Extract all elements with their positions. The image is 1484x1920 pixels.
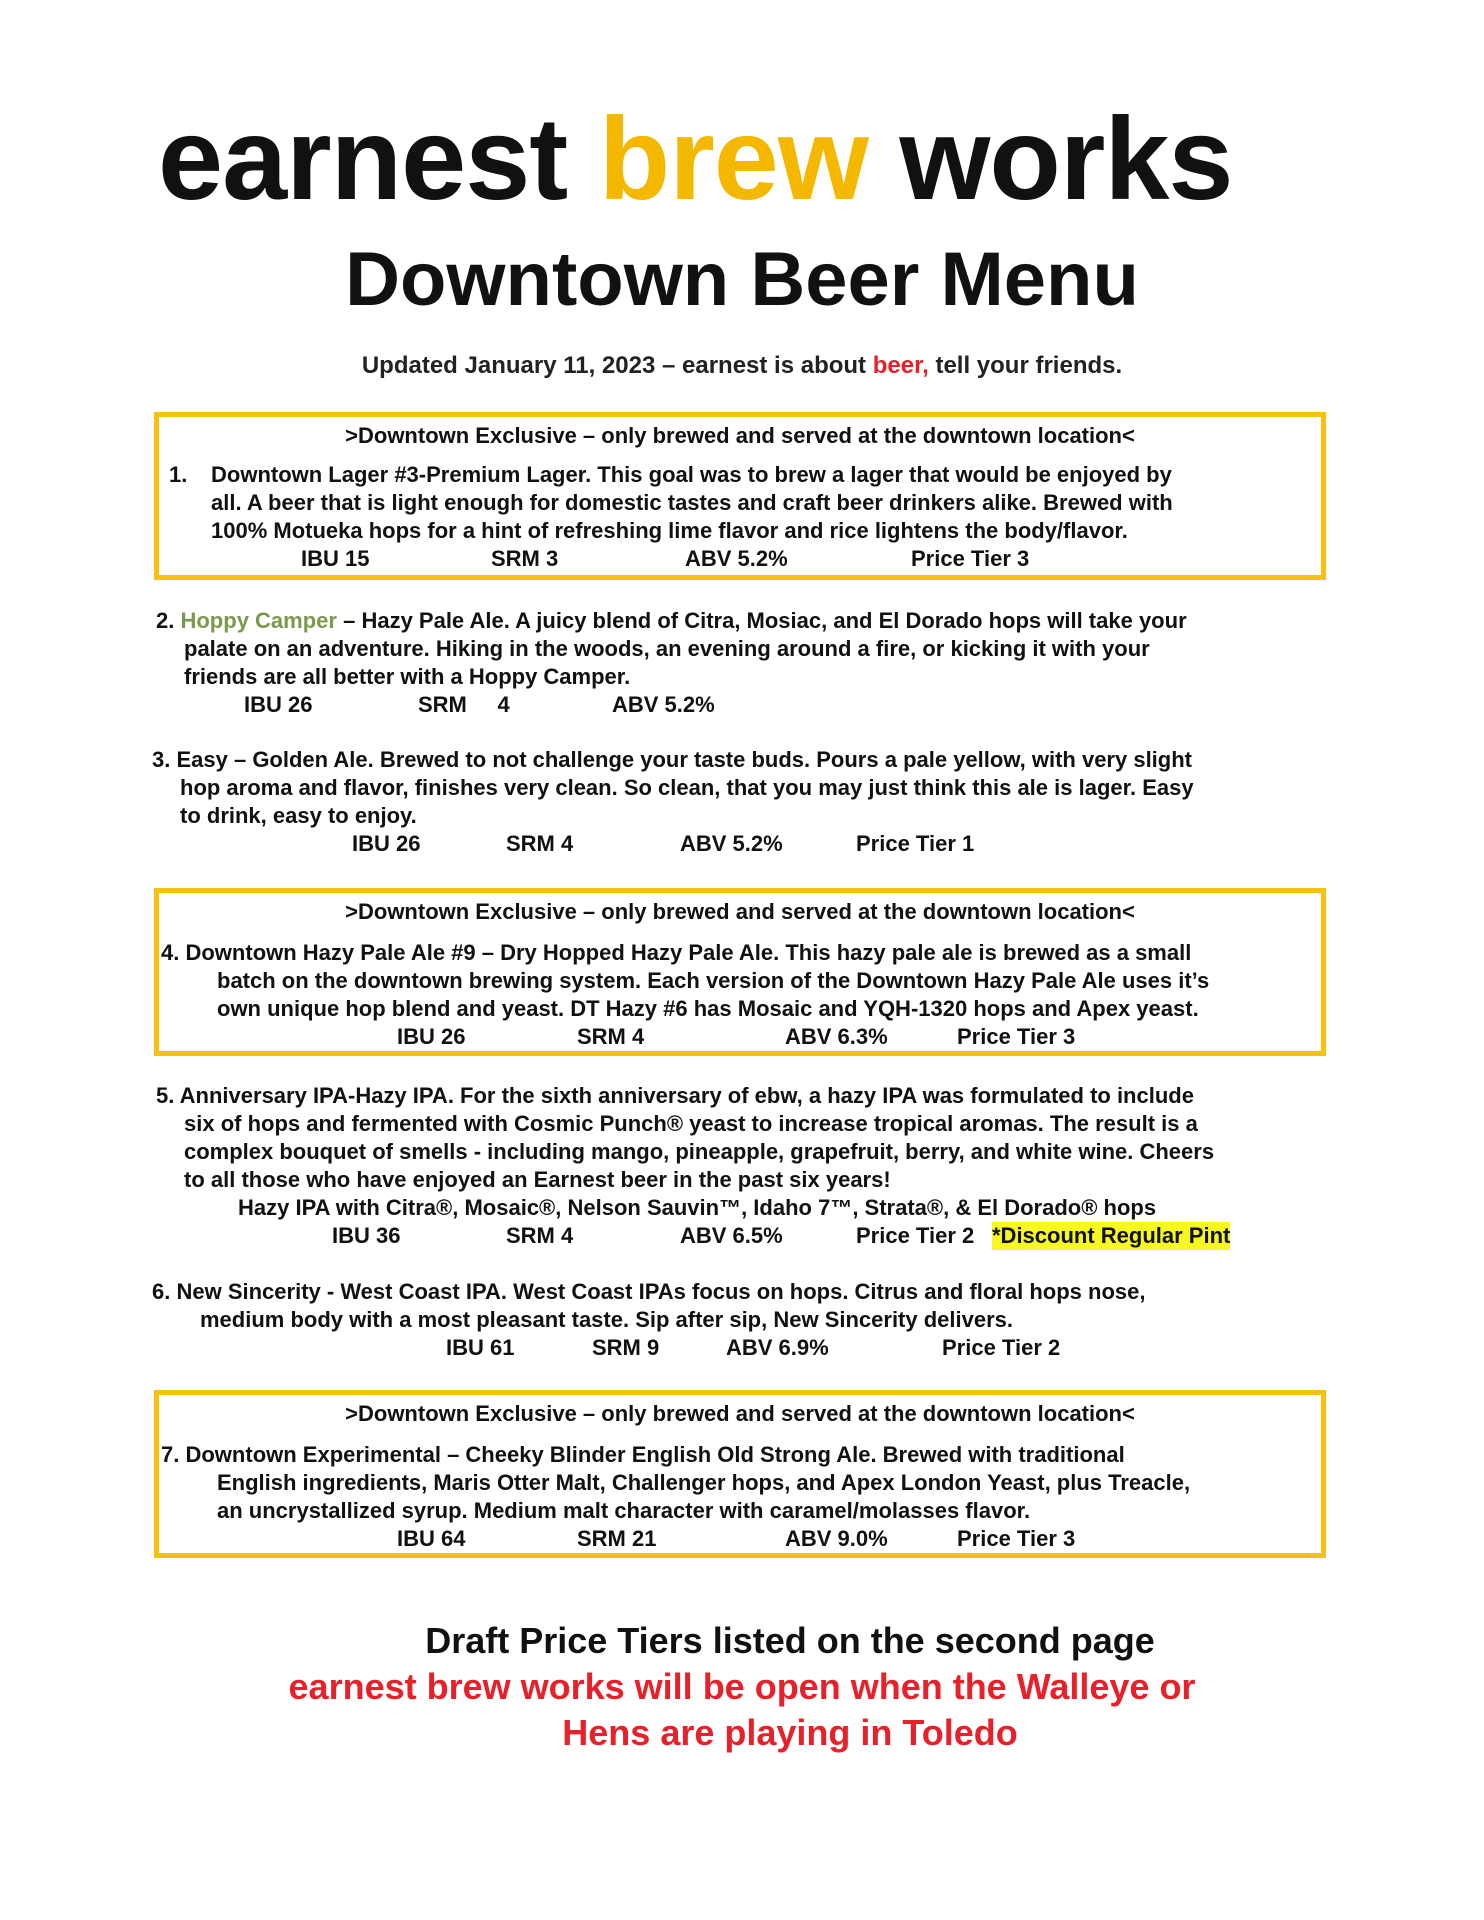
- brand-word-brew: brew: [598, 93, 868, 224]
- ibu-value: IBU 15: [301, 546, 370, 571]
- exclusive-box-1: [154, 412, 1326, 580]
- beer-description-line: 100% Motueka hops for a hint of refreshing lime flavor and rice lightens the body/flavor.: [211, 518, 1128, 543]
- beer-description-line: Downtown Hazy Pale Ale #9 – Dry Hopped Hazy Pale Ale. This hazy pale ale is brewed as a small: [185, 940, 1192, 965]
- discount-badge: *Discount Regular Pint: [992, 1223, 1231, 1248]
- price-tier-note: Draft Price Tiers listed on the second page: [425, 1620, 1155, 1661]
- brand-word-earnest: earnest: [158, 93, 568, 224]
- beer-description-line: medium body with a most pleasant taste. Sip after sip, New Sincerity delivers.: [200, 1307, 1014, 1332]
- beer-number: 3.: [152, 747, 171, 772]
- beer-description-line: hop aroma and flavor, finishes very clean. So clean, that you may just think this ale is lager. Easy: [180, 775, 1194, 800]
- srm-value: SRM 4: [577, 1024, 645, 1049]
- beer-item-6: [152, 1278, 1145, 1334]
- beer-description-line: Easy – Golden Ale. Brewed to not challenge your taste buds. Pours a pale yellow, with very slight: [176, 747, 1192, 772]
- beer-description-line: Downtown Lager #3-Premium Lager. This goal was to brew a lager that would be enjoyed by: [211, 462, 1172, 487]
- beer-item-5: [156, 1082, 1214, 1194]
- beer-description-line: complex bouquet of smells - including mango, pineapple, grapefruit, berry, and white wine. Cheers: [184, 1139, 1215, 1164]
- abv-value: ABV 5.2%: [680, 831, 783, 856]
- price-tier: Price Tier 3: [957, 1526, 1076, 1551]
- beer-number: 2.: [156, 608, 175, 633]
- ibu-value: IBU 26: [397, 1024, 466, 1049]
- brand-logo: [158, 93, 1233, 224]
- beer-item-3: [152, 746, 1194, 830]
- price-tier: Price Tier 2: [856, 1223, 975, 1248]
- updated-prefix: Updated January 11, 2023 – earnest is about: [361, 352, 867, 379]
- exclusive-box-2: [154, 888, 1326, 1056]
- beer-number: 7.: [161, 1442, 180, 1467]
- price-tier: Price Tier 3: [911, 546, 1030, 571]
- srm-value: SRM 4: [506, 831, 574, 856]
- beer-description-line: friends are all better with a Hoppy Camper.: [184, 664, 631, 689]
- beer-item-4: [161, 939, 1209, 1023]
- srm-value: SRM 4: [418, 692, 510, 717]
- exclusive-label: >Downtown Exclusive – only brewed and served at the downtown location<: [345, 899, 1135, 924]
- updated-suffix: tell your friends.: [935, 352, 1123, 379]
- beer-description-line: to all those who have enjoyed an Earnest beer in the past six years!: [184, 1167, 891, 1192]
- updated-highlight: beer,: [872, 352, 929, 379]
- updated-line: [0, 352, 1484, 380]
- open-notice-line: earnest brew works will be open when the Walleye or: [288, 1666, 1196, 1707]
- beer-number: 4.: [161, 940, 180, 965]
- abv-value: ABV 6.3%: [785, 1024, 888, 1049]
- beer-hops-line: Hazy IPA with Citra®, Mosaic®, Nelson Sauvin™, Idaho 7™, Strata®, & El Dorado® hops: [238, 1195, 1157, 1220]
- beer-name-hoppy-camper: Hoppy Camper: [180, 608, 337, 633]
- beer-description-line: Anniversary IPA-Hazy IPA. For the sixth anniversary of ebw, a hazy IPA was formulated to include: [179, 1083, 1194, 1108]
- beer-description-line: to drink, easy to enjoy.: [180, 803, 417, 828]
- price-tier: Price Tier 3: [957, 1024, 1076, 1049]
- ibu-value: IBU 64: [397, 1526, 466, 1551]
- beer-description-line: English ingredients, Maris Otter Malt, Challenger hops, and Apex London Yeast, plus Treacle,: [217, 1470, 1191, 1495]
- abv-value: ABV 5.2%: [612, 692, 715, 717]
- abv-value: ABV 9.0%: [785, 1526, 888, 1551]
- ibu-value: IBU 26: [352, 831, 421, 856]
- beer-description-line: six of hops and fermented with Cosmic Punch® yeast to increase tropical aromas. The result is a: [184, 1111, 1198, 1136]
- open-notice: [0, 1664, 1484, 1756]
- beer-item-7: [161, 1441, 1190, 1525]
- open-notice-line: Hens are playing in Toledo: [562, 1712, 1018, 1753]
- beer-item-2: [156, 607, 1187, 691]
- beer-description-line: palate on an adventure. Hiking in the woods, an evening around a fire, or kicking it with your: [184, 636, 1150, 661]
- exclusive-box-3: [154, 1390, 1326, 1558]
- beer-description-line: own unique hop blend and yeast. DT Hazy #6 has Mosaic and YQH-1320 hops and Apex yeast.: [217, 996, 1199, 1021]
- ibu-value: IBU 36: [332, 1223, 401, 1248]
- exclusive-label: >Downtown Exclusive – only brewed and served at the downtown location<: [345, 423, 1135, 448]
- abv-value: ABV 6.5%: [680, 1223, 783, 1248]
- ibu-value: IBU 26: [244, 692, 313, 717]
- beer-number: 1.: [169, 462, 188, 487]
- srm-value: SRM 9: [592, 1335, 660, 1360]
- beer-description-line: Downtown Experimental – Cheeky Blinder English Old Strong Ale. Brewed with traditional: [185, 1442, 1125, 1467]
- srm-value: SRM 4: [506, 1223, 574, 1248]
- abv-value: ABV 5.2%: [685, 546, 788, 571]
- exclusive-label: >Downtown Exclusive – only brewed and served at the downtown location<: [345, 1401, 1135, 1426]
- price-tier: Price Tier 1: [856, 831, 975, 856]
- beer-number: 5.: [156, 1083, 175, 1108]
- beer-description-line: all. A beer that is light enough for domestic tastes and craft beer drinkers alike. Brewed with: [211, 490, 1173, 515]
- beer-description-line: batch on the downtown brewing system. Each version of the Downtown Hazy Pale Ale uses it’s: [217, 968, 1210, 993]
- beer-description-line: – Hazy Pale Ale. A juicy blend of Citra, Mosiac, and El Dorado hops will take your: [343, 608, 1187, 633]
- brand-word-works: works: [899, 93, 1233, 224]
- beer-number: 6.: [152, 1279, 171, 1304]
- abv-value: ABV 6.9%: [726, 1335, 829, 1360]
- srm-value: SRM 21: [577, 1526, 657, 1551]
- page-title: Downtown Beer Menu: [345, 237, 1139, 322]
- srm-value: SRM 3: [491, 546, 559, 571]
- ibu-value: IBU 61: [446, 1335, 515, 1360]
- price-tier: Price Tier 2: [942, 1335, 1061, 1360]
- beer-description-line: New Sincerity - West Coast IPA. West Coast IPAs focus on hops. Citrus and floral hops nose,: [176, 1279, 1146, 1304]
- beer-description-line: an uncrystallized syrup. Medium malt character with caramel/molasses flavor.: [217, 1498, 1031, 1523]
